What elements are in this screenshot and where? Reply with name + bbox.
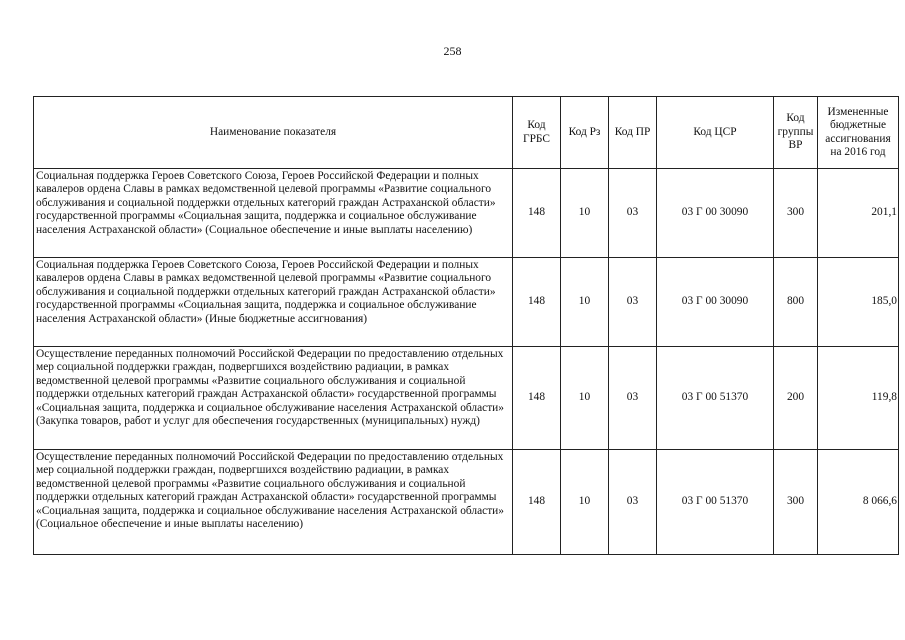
cell-csr: 03 Г 00 30090 [657, 169, 774, 258]
cell-amount: 119,8 [818, 347, 899, 450]
cell-csr: 03 Г 00 51370 [657, 450, 774, 555]
page-number: 258 [443, 44, 462, 58]
budget-table [33, 96, 899, 555]
header-pr: Код ПР [609, 97, 657, 169]
table-row [34, 258, 899, 347]
cell-rz: 10 [561, 258, 609, 347]
header-vr: Код группы ВР [774, 97, 818, 169]
cell-csr: 03 Г 00 30090 [657, 258, 774, 347]
cell-pr: 03 [609, 258, 657, 347]
cell-vr: 300 [774, 169, 818, 258]
table-row [34, 450, 899, 555]
cell-grbs: 148 [513, 347, 561, 450]
header-csr: Код ЦСР [657, 97, 774, 169]
cell-vr: 300 [774, 450, 818, 555]
cell-vr: 200 [774, 347, 818, 450]
cell-pr: 03 [609, 169, 657, 258]
cell-amount: 185,0 [818, 258, 899, 347]
table-row [34, 169, 899, 258]
cell-amount: 201,1 [818, 169, 899, 258]
header-grbs: Код ГРБС [513, 97, 561, 169]
cell-pr: 03 [609, 347, 657, 450]
cell-name: Социальная поддержка Героев Советского Союза, Героев Российской Федерации и полных кавалеров ордена Славы в рамках ведомственной целевой программы «Развитие социального обслуживания и социальной поддержки отдельных категорий граждан Астраханской области» государственной программы «Социальная защита, поддержка и социальное обслуживание населения Астраханской области» (Иные бюджетные ассигнования) [34, 258, 513, 347]
cell-rz: 10 [561, 450, 609, 555]
cell-name: Социальная поддержка Героев Советского Союза, Героев Российской Федерации и полных кавалеров ордена Славы в рамках ведомственной целевой программы «Развитие социального обслуживания и социальной поддержки отдельных категорий граждан Астраханской области» государственной программы «Социальная защита, поддержка и социальное обслуживание населения Астраханской области» (Социальное обеспечение и иные выплаты населению) [34, 169, 513, 258]
table-header-row [34, 97, 899, 169]
cell-rz: 10 [561, 169, 609, 258]
header-amount: Измененные бюджетные ассигнования на 2016 год [818, 97, 899, 169]
cell-csr: 03 Г 00 51370 [657, 347, 774, 450]
cell-amount: 8 066,6 [818, 450, 899, 555]
cell-grbs: 148 [513, 258, 561, 347]
header-rz: Код Рз [561, 97, 609, 169]
cell-grbs: 148 [513, 450, 561, 555]
cell-pr: 03 [609, 450, 657, 555]
cell-vr: 800 [774, 258, 818, 347]
cell-grbs: 148 [513, 169, 561, 258]
cell-name: Осуществление переданных полномочий Российской Федерации по предоставлению отдельных мер социальной поддержки граждан, подвергшихся воздействию радиации, в рамках ведомственной целевой программы «Развитие социального обслуживания и социальной поддержки отдельных категорий граждан Астраханской области» государственной программы «Социальная защита, поддержка и социальное обслуживание населения Астраханской области» (Социальное обеспечение и иные выплаты населению) [34, 450, 513, 555]
table-row [34, 347, 899, 450]
cell-rz: 10 [561, 347, 609, 450]
cell-name: Осуществление переданных полномочий Российской Федерации по предоставлению отдельных мер социальной поддержки граждан, подвергшихся воздействию радиации, в рамках ведомственной целевой программы «Развитие социального обслуживания и социальной поддержки отдельных категорий граждан Астраханской области» государственной программы «Социальная защита, поддержка и социальное обслуживание населения Астраханской области» (Закупка товаров, работ и услуг для обеспечения государственных (муниципальных) нужд) [34, 347, 513, 450]
header-name: Наименование показателя [34, 97, 513, 169]
